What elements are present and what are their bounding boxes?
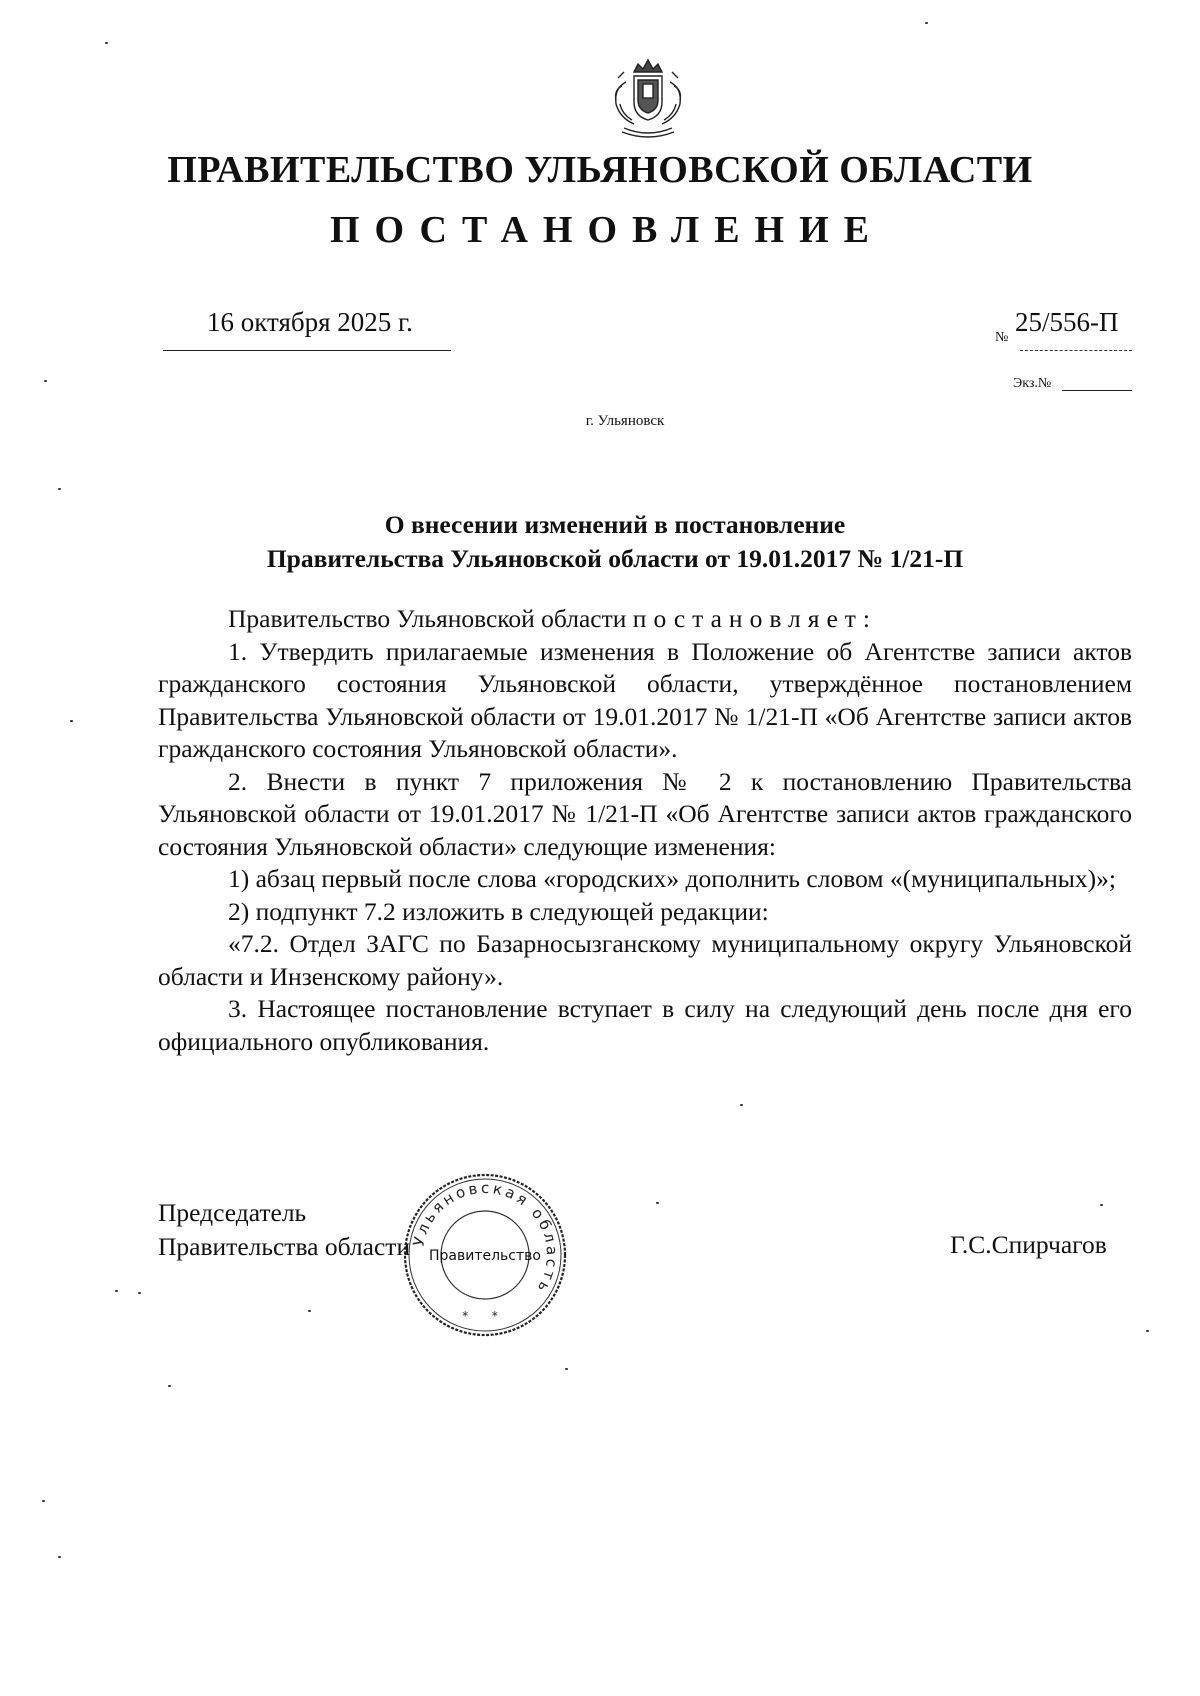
seal-center-text: Правительство: [429, 1248, 541, 1264]
date-underline: [163, 350, 451, 351]
document-subject: [0, 508, 1200, 576]
number-sign: №: [995, 330, 1009, 345]
scan-speck: [565, 1368, 568, 1370]
number-underline: [1020, 350, 1132, 351]
signatory-role: [158, 1196, 410, 1264]
city-label: г. Ульяновск: [585, 413, 665, 429]
scan-speck: [115, 1290, 118, 1292]
document-type-heading: ПОСТАНОВЛЕНИЕ: [329, 209, 885, 251]
paragraph-2-item-1: 1) абзац первый после слова «городских» дополнить словом «(муниципальных)»;: [228, 864, 1116, 893]
scan-speck: [44, 380, 47, 382]
paragraph-2: 2. Внести в пункт 7 приложения № 2 к постановлению Правительства Ульяновской области от 19.01.2017 № 1/21-П «Об Агентстве записи актов гражданского состояния Ульяновской области» следующие изменения:: [158, 766, 1132, 861]
preamble-verb: постановляет:: [632, 604, 878, 633]
preamble: [158, 603, 1132, 636]
scan-speck: [656, 1202, 659, 1204]
scan-speck: [58, 1556, 61, 1558]
subject-line-2: Правительства Ульяновской области от 19.01.2017 № 1/21-П: [266, 544, 964, 573]
paragraph-2-item-2-text: «7.2. Отдел ЗАГС по Базарносызганскому муниципальному округу Ульяновской области и Инзенскому району».: [158, 929, 1132, 991]
official-seal: [400, 1170, 570, 1340]
signatory-role-line-2: Правительства области: [158, 1232, 411, 1261]
document-number: 25/556-П: [1015, 307, 1119, 337]
svg-text:Ульяновская область: [410, 1179, 562, 1298]
document-date: 16 октября 2025 г.: [207, 307, 413, 337]
scan-speck: [105, 42, 108, 44]
signatory-name: Г.С.Спирчагов: [950, 1230, 1107, 1259]
paragraph-1: 1. Утвердить прилагаемые изменения в Положение об Агентстве записи актов гражданского состояния Ульяновской области, утверждённое постановлением Правительства Ульяновской области от 19.01.2017 № 1/21-П «Об Агентстве записи актов гражданского состояния Ульяновской области».: [158, 636, 1132, 763]
coat-of-arms-emblem: [600, 48, 696, 144]
document-body: [158, 603, 1132, 1058]
scan-speck: [1146, 1330, 1149, 1332]
scan-speck: [138, 1292, 141, 1294]
scan-speck: [58, 488, 61, 490]
scan-speck: [70, 720, 73, 722]
seal-stars: * *: [462, 1309, 508, 1323]
signatory-role-line-1: Председатель: [158, 1198, 307, 1227]
scan-speck: [308, 1310, 311, 1312]
scan-speck: [42, 1500, 45, 1502]
organization-title: ПРАВИТЕЛЬСТВО УЛЬЯНОВСКОЙ ОБЛАСТИ: [167, 149, 1033, 191]
scan-speck: [740, 1104, 743, 1106]
copy-number-underline: [1062, 390, 1132, 391]
paragraph-2-item-2: 2) подпункт 7.2 изложить в следующей редакции:: [228, 896, 769, 926]
scan-speck: [1100, 1204, 1103, 1206]
seal-ring-text: Ульяновская область: [409, 1178, 562, 1298]
subject-line-1: О внесении изменений в постановление: [384, 510, 846, 539]
preamble-lead: Правительство Ульяновской области: [228, 604, 627, 633]
copy-number-label: Экз.№: [1013, 376, 1052, 391]
paragraph-3: 3. Настоящее постановление вступает в силу на следующий день после дня его официального опубликования.: [158, 994, 1132, 1056]
scan-speck: [925, 22, 928, 24]
scan-speck: [168, 1385, 171, 1387]
